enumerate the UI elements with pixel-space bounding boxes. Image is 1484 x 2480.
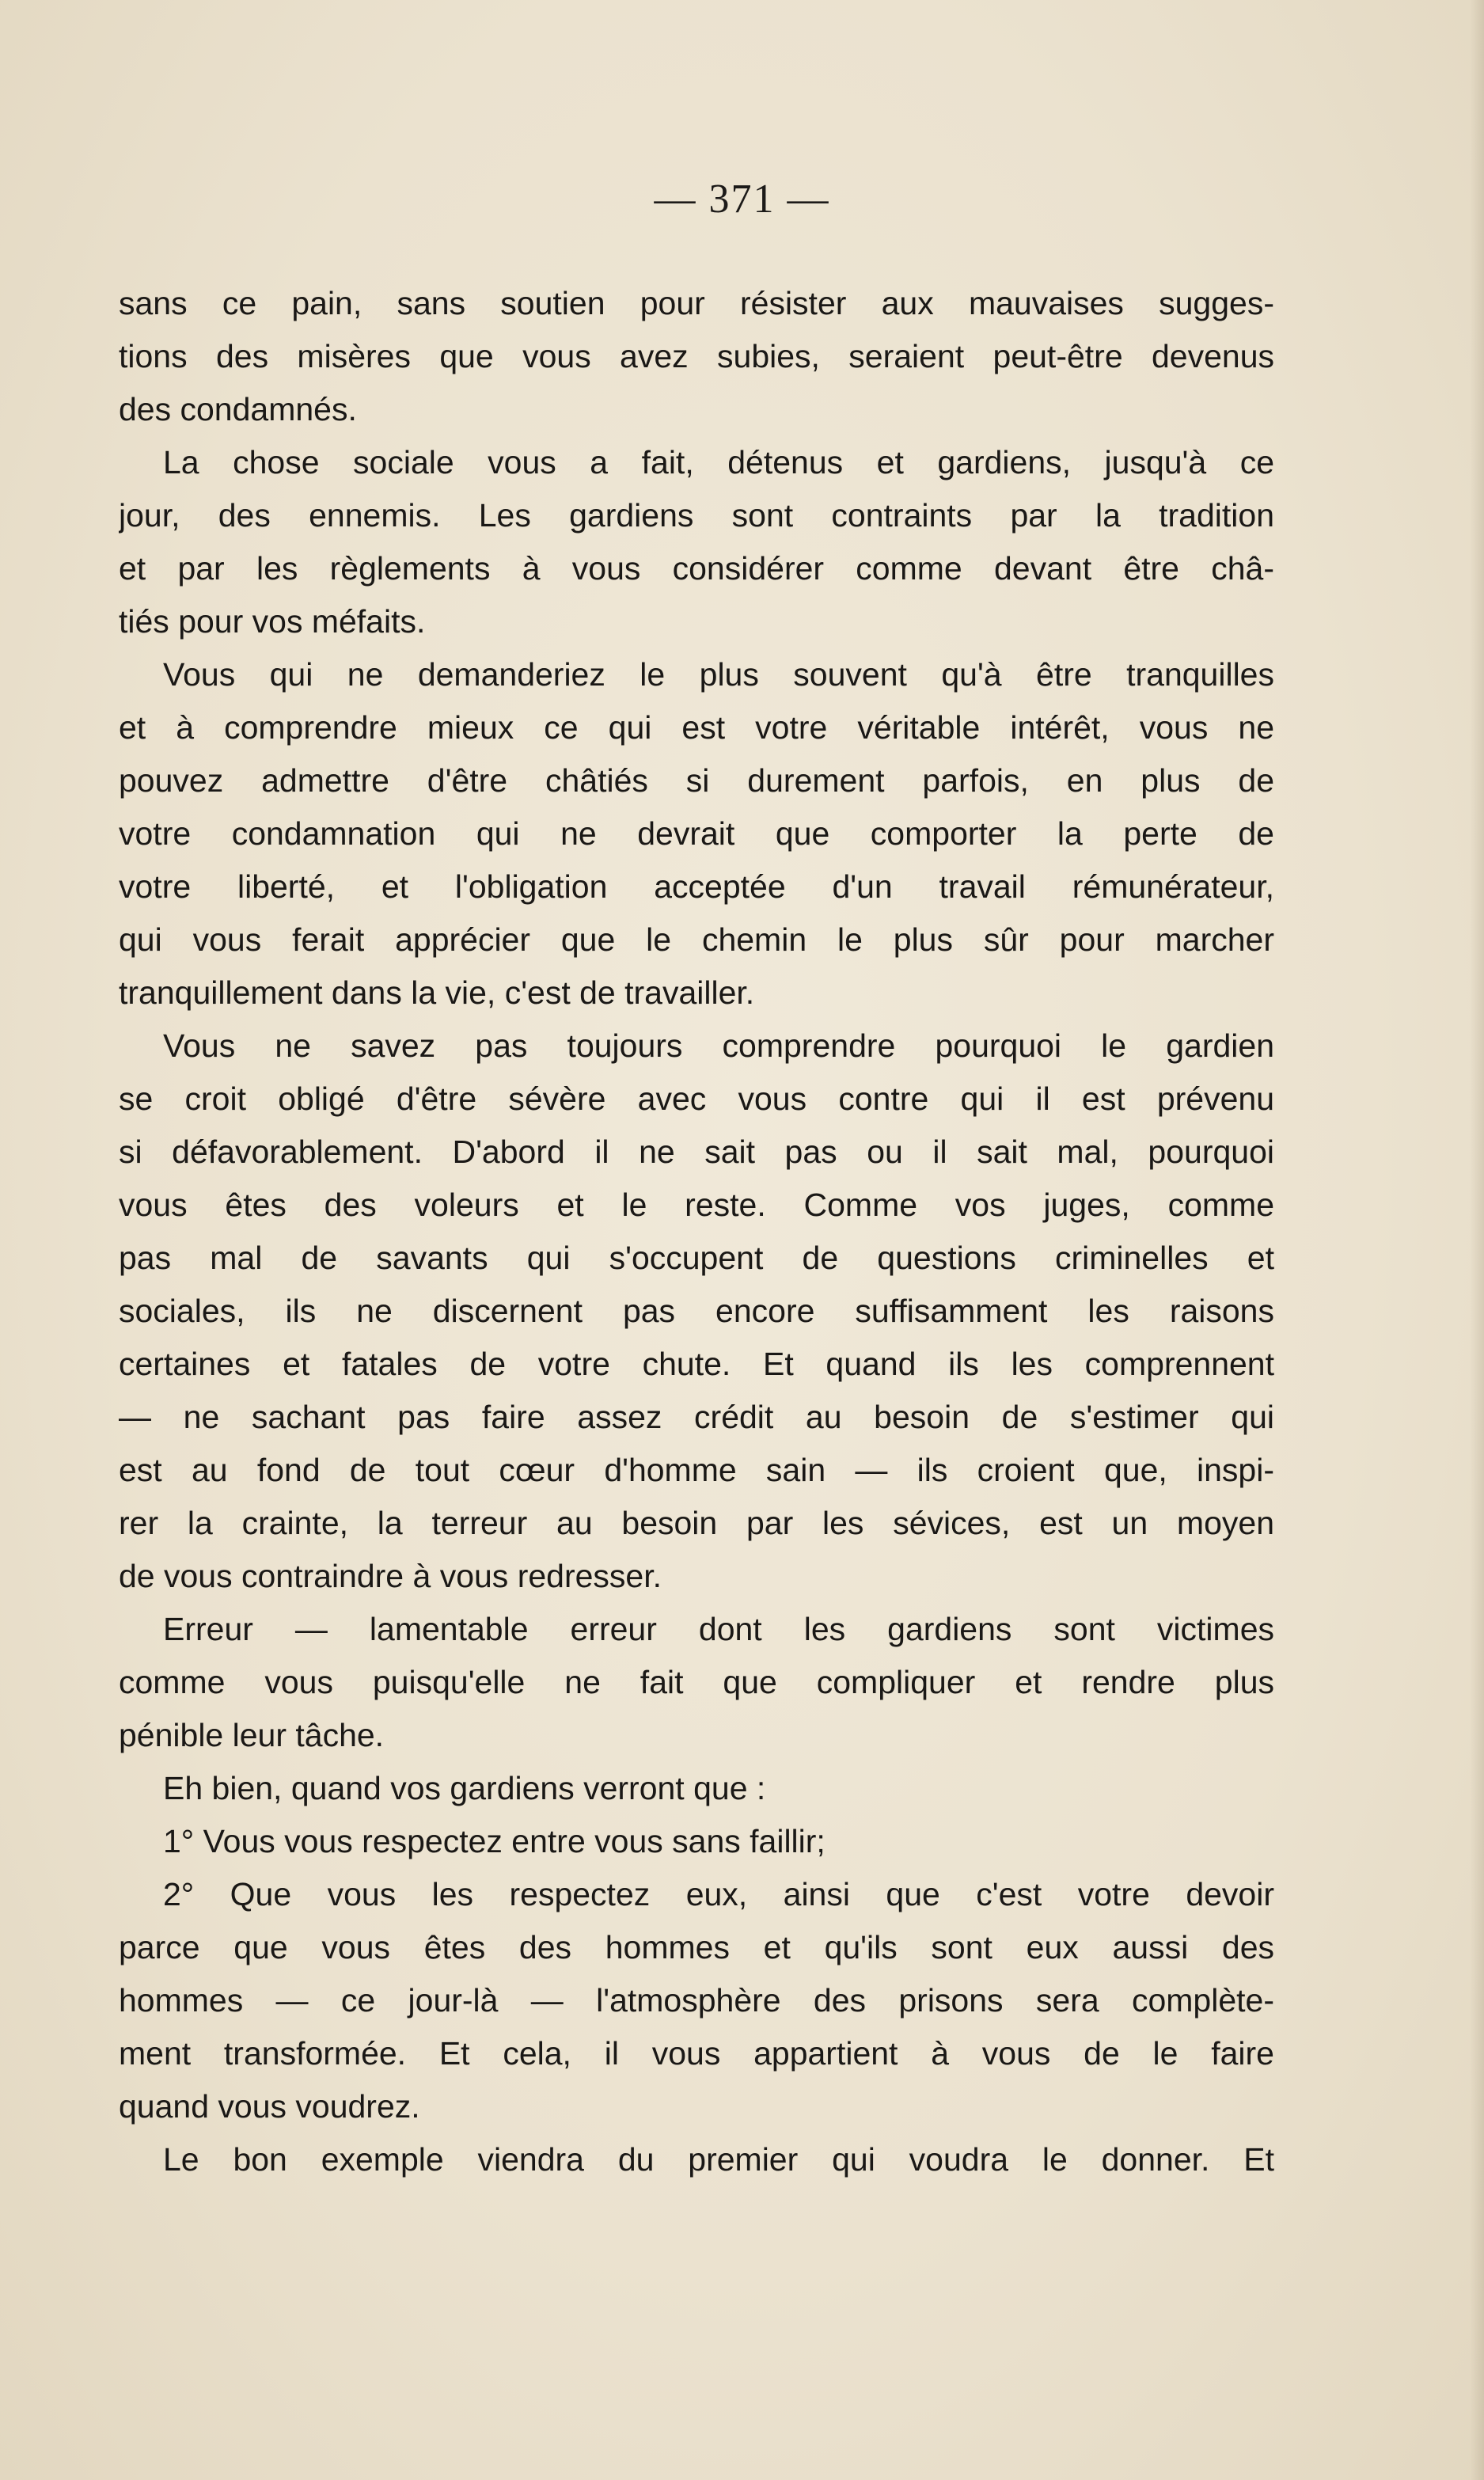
text-line: est au fond de tout cœur d'homme sain — ils croient que, inspi- [119,1452,1274,1488]
text-line: votre liberté, et l'obligation acceptée d'un travail rémunérateur, [119,868,1274,905]
text-line: — ne sachant pas faire assez crédit au besoin de s'estimer qui [119,1399,1274,1435]
text-line: comme vous puisqu'elle ne fait que compliquer et rendre plus [119,1664,1274,1700]
text-line: Vous ne savez pas toujours comprendre pourquoi le gardien [163,1027,1274,1064]
text-line: hommes — ce jour-là — l'atmosphère des prisons sera complète- [119,1982,1274,2019]
text-line: Erreur — lamentable erreur dont les gardiens sont victimes [163,1611,1274,1647]
text-line: tranquillement dans la vie, c'est de travailler. [119,974,755,1011]
text-line: certaines et fatales de votre chute. Et quand ils les comprennent [119,1346,1274,1382]
text-line: et à comprendre mieux ce qui est votre véritable intérêt, vous ne [119,709,1274,746]
text-line: rer la crainte, la terreur au besoin par les sévices, est un moyen [119,1505,1274,1541]
text-line: Vous qui ne demanderiez le plus souvent qu'à être tranquilles [163,656,1274,693]
text-line: tiés pour vos méfaits. [119,603,426,640]
text-line: ment transformée. Et cela, il vous appartient à vous de le faire [119,2035,1274,2072]
text-line: des condamnés. [119,391,357,427]
text-line: si défavorablement. D'abord il ne sait pas ou il sait mal, pourquoi [119,1134,1274,1170]
text-line: Le bon exemple viendra du premier qui voudra le donner. Et [163,2141,1274,2178]
body-text [119,277,1274,2186]
text-line: sans ce pain, sans soutien pour résister aux mauvaises sugges- [119,285,1274,321]
text-line: et par les règlements à vous considérer comme devant être châ- [119,550,1274,587]
text-line: Eh bien, quand vos gardiens verront que : [163,1770,766,1806]
text-line: sociales, ils ne discernent pas encore suffisamment les raisons [119,1293,1274,1329]
page-number: — 371 — [654,177,830,222]
text-line: 2° Que vous les respectez eux, ainsi que c'est votre devoir [163,1876,1274,1912]
text-line: pouvez admettre d'être châtiés si durement parfois, en plus de [119,762,1274,799]
page-edge-shadow [1470,0,1484,2480]
text-line: votre condamnation qui ne devrait que comporter la perte de [119,815,1274,852]
text-line: vous êtes des voleurs et le reste. Comme vos juges, comme [119,1187,1274,1223]
text-line: parce que vous êtes des hommes et qu'ils sont eux aussi des [119,1929,1274,1965]
text-line: qui vous ferait apprécier que le chemin le plus sûr pour marcher [119,921,1274,958]
text-line: 1° Vous vous respectez entre vous sans faillir; [163,1823,825,1859]
text-line: quand vous voudrez. [119,2088,420,2125]
text-line: se croit obligé d'être sévère avec vous contre qui il est prévenu [119,1080,1274,1117]
text-line: La chose sociale vous a fait, détenus et gardiens, jusqu'à ce [163,444,1274,480]
text-line: jour, des ennemis. Les gardiens sont contraints par la tradition [119,497,1274,534]
text-line: de vous contraindre à vous redresser. [119,1558,662,1594]
text-line: pénible leur tâche. [119,1717,385,1753]
text-line: tions des misères que vous avez subies, seraient peut-être devenus [119,338,1274,374]
text-line: pas mal de savants qui s'occupent de questions criminelles et [119,1240,1274,1276]
